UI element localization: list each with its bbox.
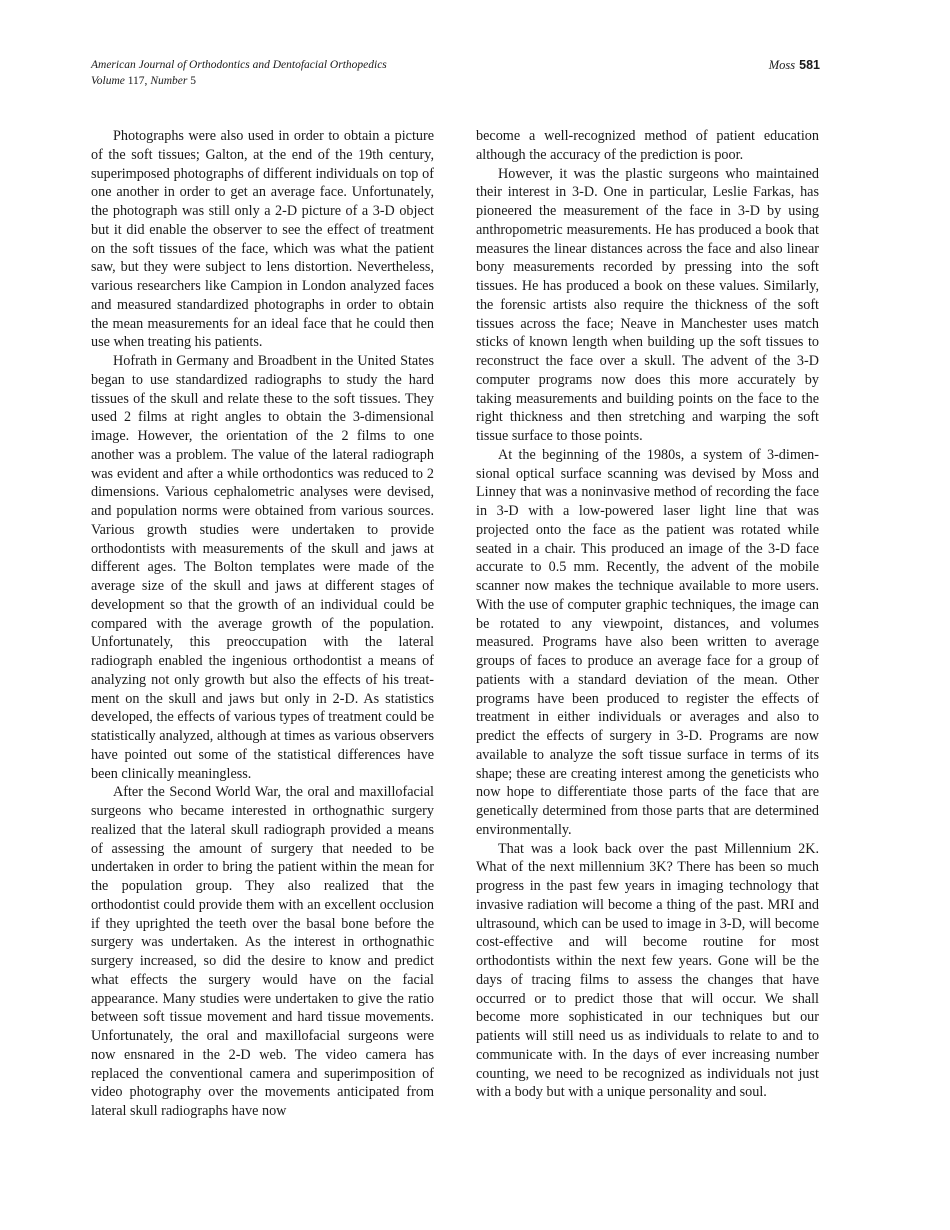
paragraph-next-millennium: That was a look back over the past Millennium 2K. What of the next millennium 3K? There has been so much progress in the past few years in imaging technology that invasive radiation will become a thing of the past. MRI and ultrasound, which can be used to image in 3-D, will become cost-effective and will become routine for most orthodontists within the next few years. Gone will be the days of tracing films to assess the changes that have occurred or to predict those that will occur. We shall become more sophisticated in our techniques but our patients will still need us as individuals to relate to and to communicate with. In the days of ever increasing number counting, we need to be recognized as individuals not just with a body but with a unique personality and soul. bbox=[476, 840, 819, 1101]
right-column bbox=[476, 127, 819, 1102]
paragraph-surface-scanning: At the beginning of the 1980s, a system of 3-dimensional optical surface scanning was devised by Moss and Linney that was a noninvasive method of recording the face in 3-D with a low-powered laser light line that was projected onto the face as the patient was rotated while seated in a chair. This produced an image of the 3-D face accurate to 0.5 mm. Recently, the advent of the mobile scanner now makes the technique available to more users. With the use of computer graphic techniques, the image can be rotated to any viewpoint, distances, and volumes measured. Programs have also been written to average groups of faces to produce an average face for a group of patients with a standard deviation of the mean. Other programs have been produced to register the effects of treatment in either individuals or averages and also to predict the effects of surgery in 3-D. Programs are now available to analyze the soft tissue surface in terms of its shape; these are creating interest among the geneticists who now hope to differentiate those parts of the face that are genetically determined from those parts that are determined environmentally. bbox=[476, 446, 819, 838]
paragraph-radiographs: Hofrath in Germany and Broadbent in the United States began to use standardized radiographs to study the hard tissues of the skull and relate these to the soft tissues. They used 2 films at right angles to obtain the 3-dimensional image. However, the orientation of the 2 films to one another was a problem. The value of the lateral radiograph was evident and after a while orthodontics was reduced to 2 dimensions. Various cephalometric analyses were devised, and population norms were obtained from various sources. Various growth studies were undertaken to provide orthodontists with measurements of the skull and jaws at different ages. The Bolton templates were made of the average size of the skull and jaws at different stages of development so that the growth of an individual could be compared with the average growth of the population. Unfortunately, this preoccupation with the lateral radiograph enabled the ingenious orthodontist a means of analyzing not only growth but also the effects of his treatment on the skull and jaws but only in 2-D. As statistics developed, the effects of various types of treatment could be statistically analyzed, although at times as various observers have pointed out some of the statistical differences have been clinically meaningless. bbox=[91, 353, 434, 782]
paragraph-surgery: After the Second World War, the oral and maxillofacial surgeons who became interested in orthognathic surgery realized that the lateral skull radiograph provided a means of assessing the amount of surgery that needed to be undertaken in order to bring the patient within the mean for the population group. They also realized that the orthodontist could provide them with an excellent occlusion if they uprighted the teeth over the basal bone before the surgery was undertaken. As the interest in orthognathic surgery increased, so did the desire to know and predict what effects the surgery would have on the facial appearance. Many studies were undertaken to give the ratio between soft tissue movement and hard tissue movements. Unfortunately, the oral and maxillofacial surgeons were now ensnared in the 2-D web. The video camera has replaced the conventional camera and superimposition of video photography over the movements anticipated from lateral skull radiographs have now bbox=[91, 784, 434, 1119]
left-column bbox=[91, 127, 434, 1121]
running-author: Moss bbox=[768, 58, 796, 72]
volume-issue bbox=[91, 73, 387, 89]
running-header bbox=[91, 57, 820, 93]
issue-number: 5 bbox=[190, 75, 196, 87]
paragraph-plastic-surgeons: However, it was the plastic surgeons who maintained their interest in 3-D. One in particular, Leslie Farkas, has pioneered the measurement of the face in 3-D by using anthropometric measurements. He has produced a book that measures the linear distances across the face and also linear bony measurements recorded by pressing into the soft tissues. He has produced a book on these values. Similarly, the forensic artists also require the thickness of the soft tissues across the face; Neave in Manchester uses match sticks of known length when building up the soft tissues to reconstruct the face over a skull. The advent of the 3-D computer programs now does this more accurately by taking measurements and building points on the face to the right thickness and then stretching and warping the soft tissue surface to those points. bbox=[476, 165, 819, 444]
page-number: 581 bbox=[799, 58, 820, 72]
paragraph-continuation: become a well-recognized method of patient education although the accuracy of the prediction is poor. bbox=[476, 128, 819, 163]
journal-citation bbox=[91, 57, 387, 89]
number-label: Number bbox=[150, 75, 188, 87]
paragraph-photographs: Photographs were also used in order to obtain a picture of the soft tissues; Galton, at the end of the 19th century, superimposed photographs of different individuals on top of one another in order to get an average face. Unfortunately, the photograph was still only a 2-D picture of a 3-D object but it did enable the observer to see the effect of treatment on the soft tissues of the face, which was what the patient saw, but they were subject to lens distortion. Nevertheless, various researchers like Campion in London analyzed faces and measured standardized photographs in order to obtain the mean measurements for an ideal face that he could then use when treating his patients. bbox=[91, 128, 434, 351]
volume-number: 117, bbox=[127, 75, 148, 87]
journal-name: American Journal of Orthodontics and Dentofacial Orthopedics bbox=[91, 59, 387, 71]
author-page-tag bbox=[769, 57, 820, 73]
volume-label: Volume bbox=[91, 75, 125, 87]
